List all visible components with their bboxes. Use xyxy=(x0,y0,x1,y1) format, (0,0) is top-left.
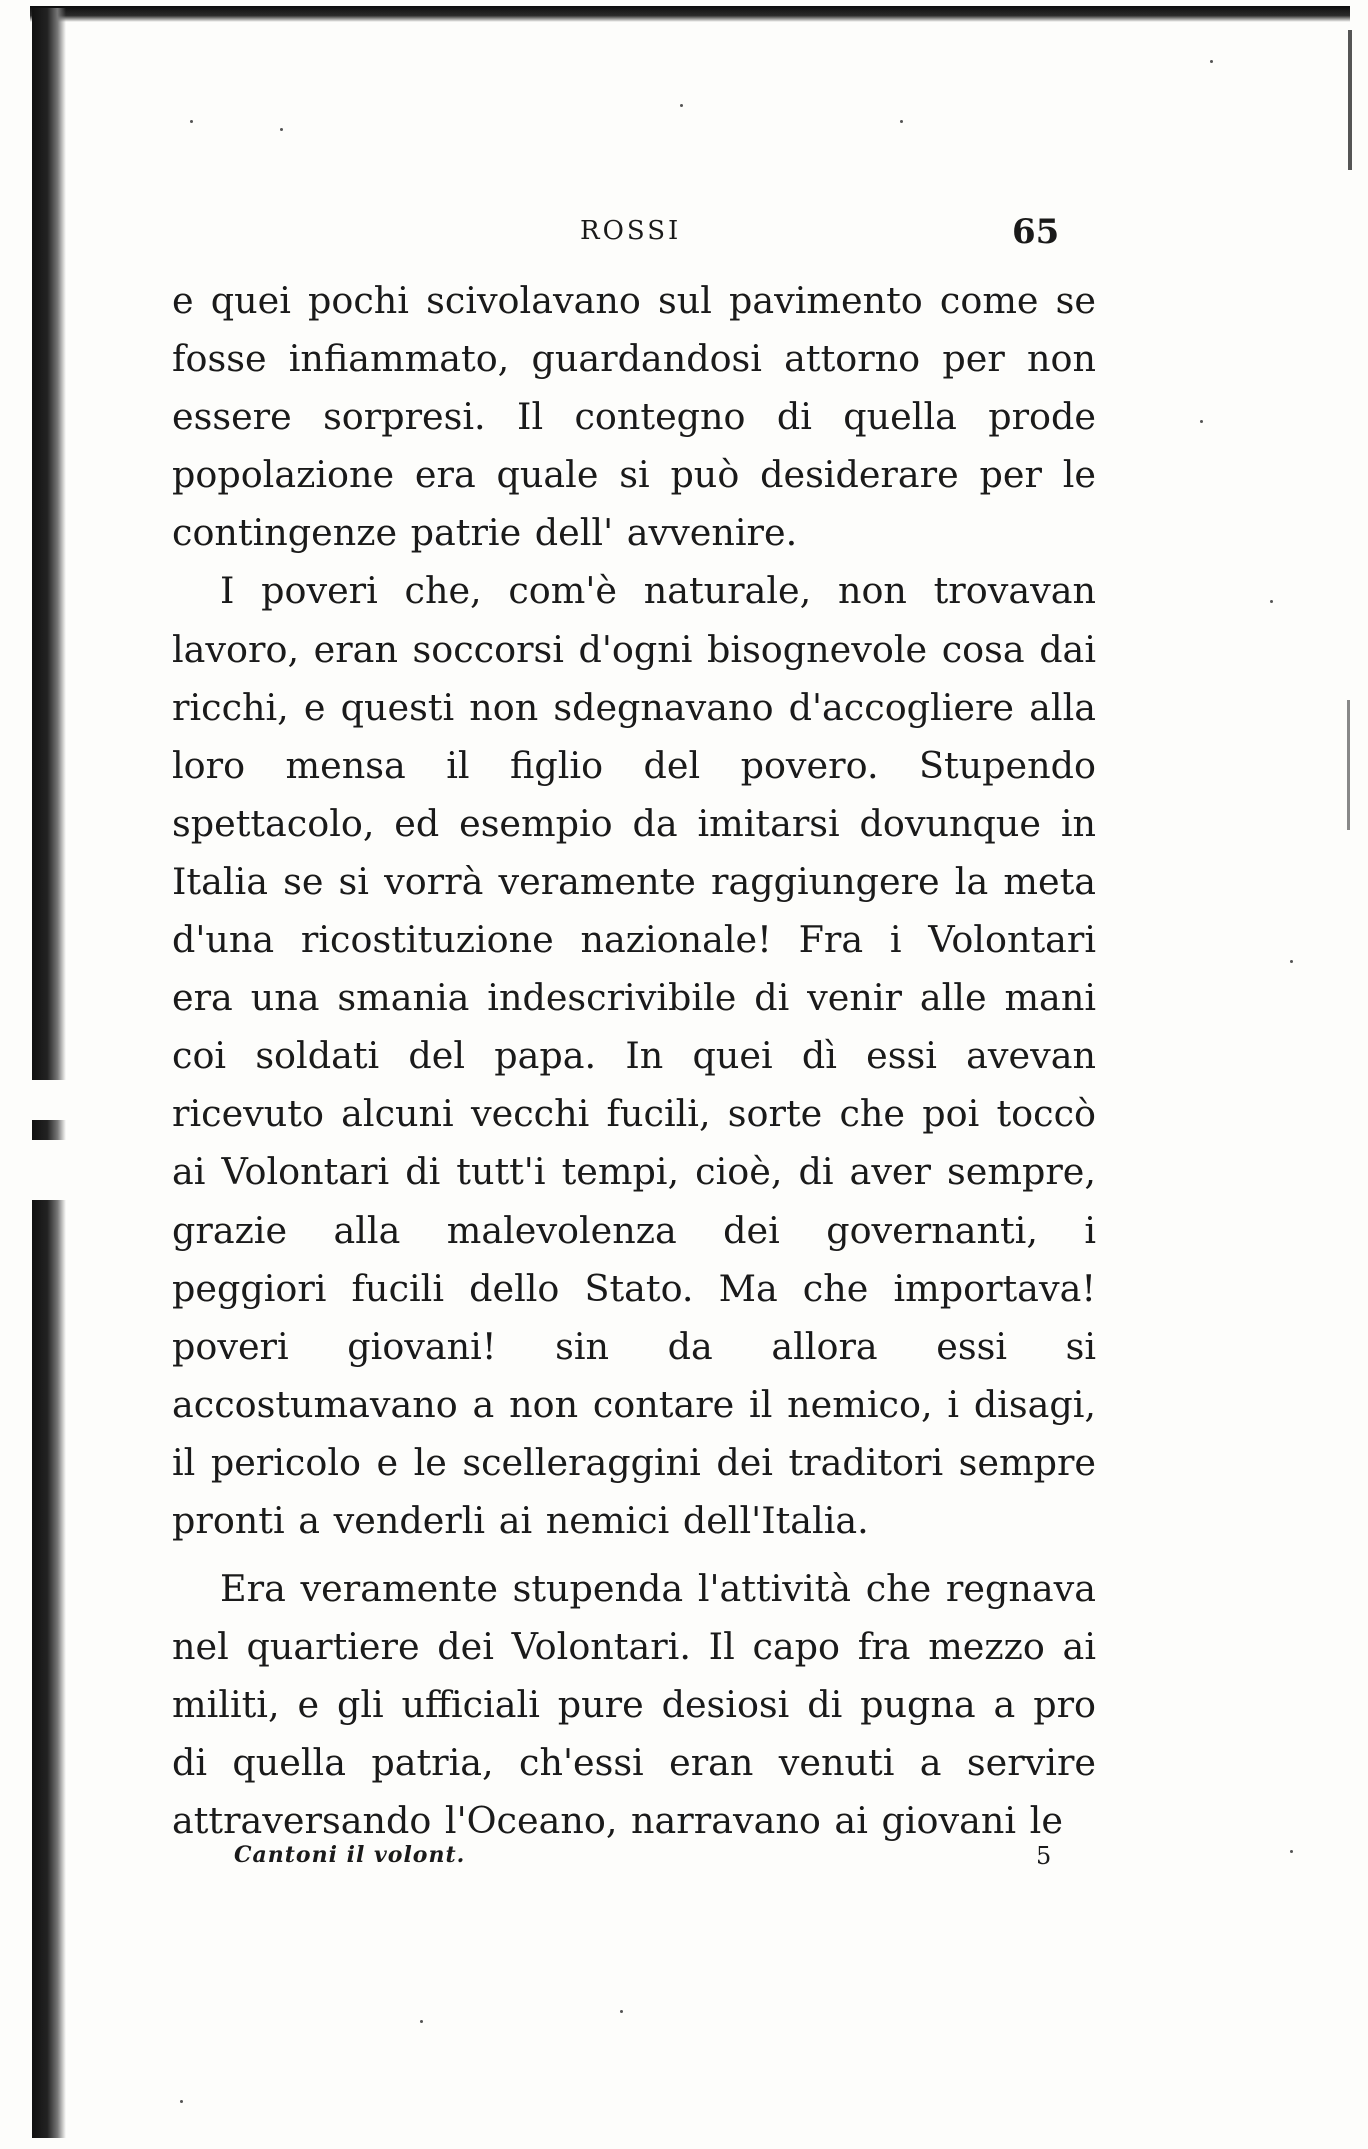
scan-right-edge xyxy=(1348,30,1352,170)
scan-speck xyxy=(1270,600,1273,603)
body-text xyxy=(172,272,1096,1851)
paragraph: Era veramente stupenda l'attività che regnava nel quartiere dei Volontari. Il capo fra mezzo ai militi, e gli ufficiali pure desiosi di pugna a pro di quella patria, ch'essi eran venuti a servire attraversando l'Oceano, narravano ai giovani le xyxy=(172,1567,1096,1843)
scan-speck xyxy=(180,2100,183,2103)
signature-mark: Cantoni il volont. xyxy=(234,1842,466,1868)
scan-left-edge xyxy=(32,8,66,2138)
page-footer xyxy=(0,1842,1368,1878)
scan-speck xyxy=(420,2020,423,2023)
scan-top-edge xyxy=(30,6,1350,22)
scan-edge-gap xyxy=(32,1140,66,1200)
paragraph: I poveri che, com'è naturale, non trovavan lavoro, eran soccorsi d'ogni bisognevole cosa dai ricchi, e questi non sdegnavano d'accogliere alla loro mensa il figlio del povero. Stupendo spettacolo, ed esempio da imitarsi dovunque in Italia se si vorrà veramente raggiungere la meta d'una ricostituzione nazionale! Fra i Volontari era una smania indescrivibile di venir alle mani coi soldati del papa. In quei dì essi avevan ricevuto alcuni vecchi fucili, sorte che poi toccò ai Volontari di tutt'i tempi, cioè, di aver sempre, grazie alla malevolenza dei governanti, i peggiori fucili dello Stato. Ma che importava! poveri giovani! sin da allora essi si accostumavano a non contare il nemico, i disagi, il pericolo e le scelleraggini dei traditori sempre pronti a venderli ai nemici dell'Italia. xyxy=(172,569,1096,1542)
scan-speck xyxy=(620,2010,623,2013)
scan-right-edge xyxy=(1347,700,1350,830)
scan-speck xyxy=(1200,420,1203,423)
page-number: 65 xyxy=(1012,212,1060,252)
scan-speck xyxy=(680,104,683,107)
scan-speck xyxy=(900,120,903,123)
scan-speck xyxy=(1210,60,1213,63)
scan-edge-gap xyxy=(32,1080,66,1120)
running-title: ROSSI xyxy=(580,216,682,246)
scan-speck xyxy=(280,128,283,131)
scan-speck xyxy=(190,120,193,123)
scan-speck xyxy=(1290,960,1293,963)
paragraph: e quei pochi scivolavano sul pavimento come se fosse infiammato, guardandosi attorno per non essere sorpresi. Il contegno di quella prode popolazione era quale si può desiderare per le contingenze patrie dell' avvenire. xyxy=(172,279,1096,555)
sheet-number: 5 xyxy=(1036,1842,1052,1870)
running-head xyxy=(0,212,1368,252)
